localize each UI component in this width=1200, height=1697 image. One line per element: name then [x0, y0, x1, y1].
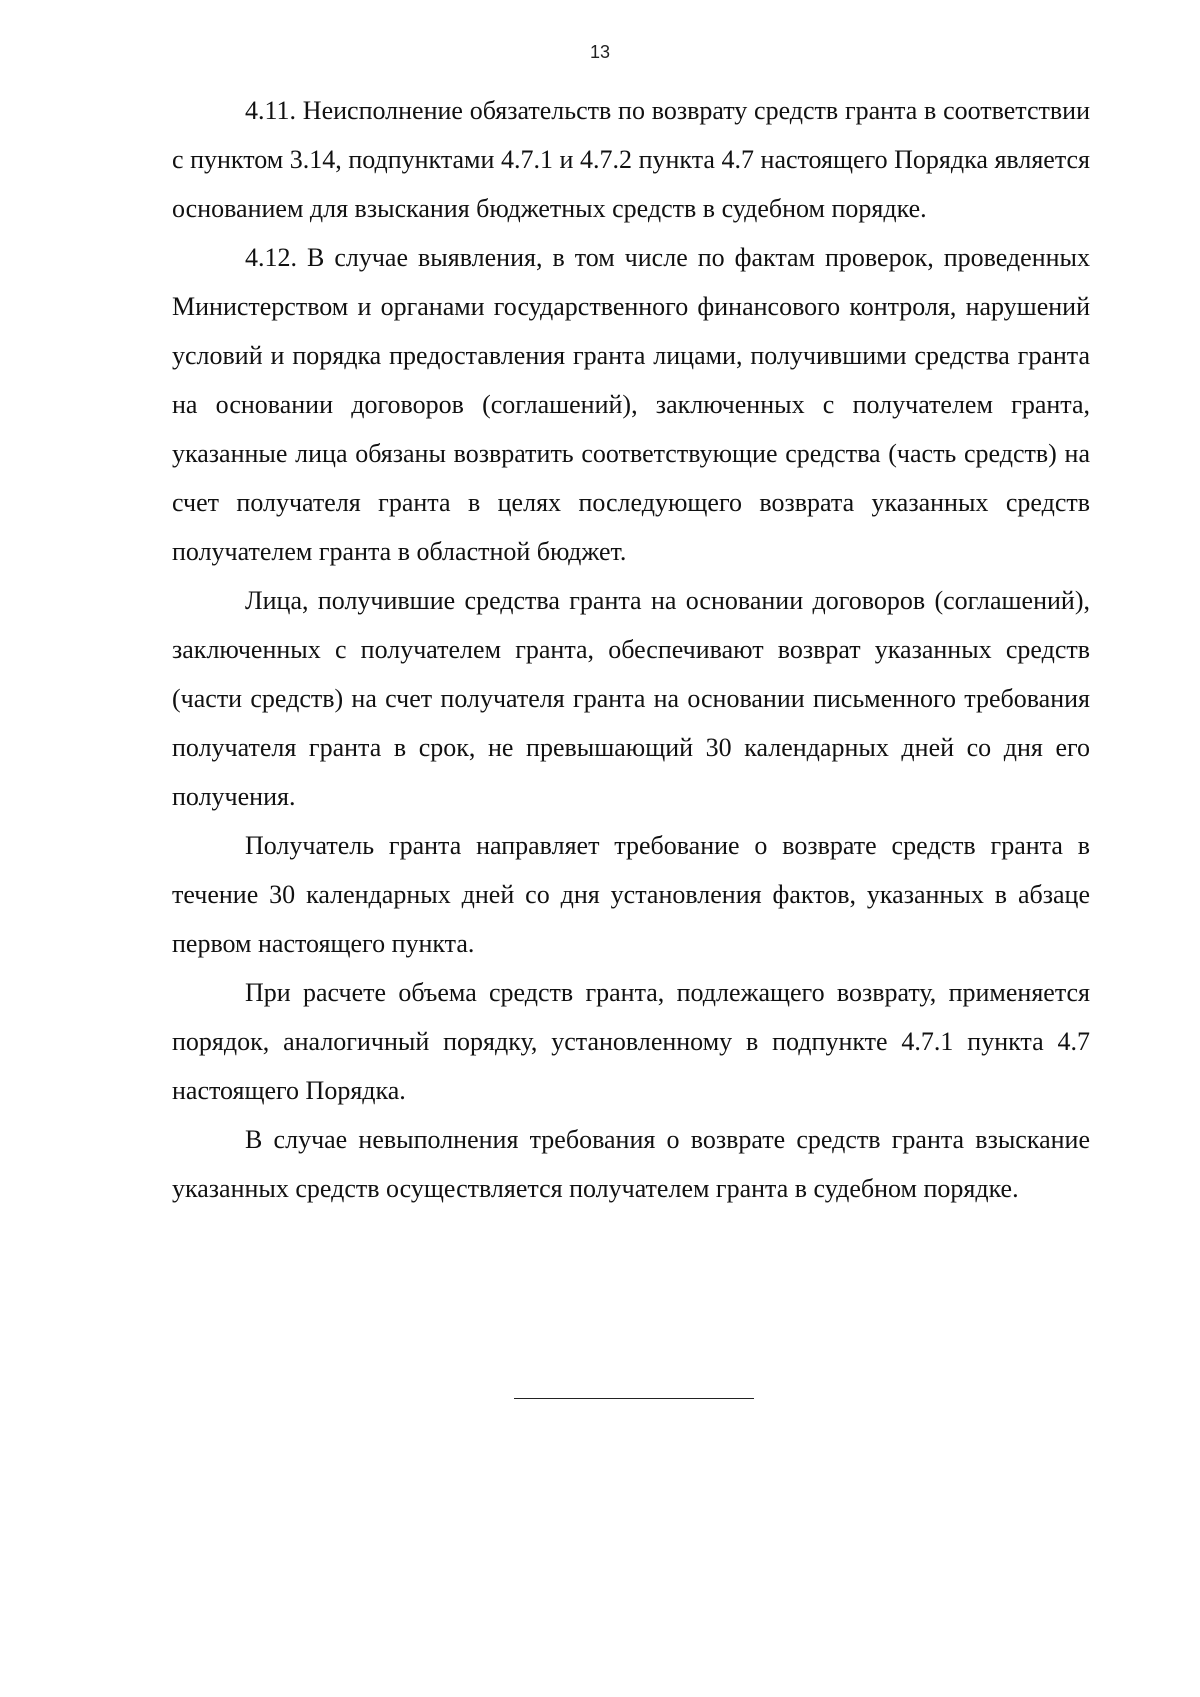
page-number: 13 [589, 42, 611, 62]
paragraph-4-12: 4.12. В случае выявления, в том числе по фактам проверок, проведенных Министерством и органами государственного финансового контроля, нарушений условий и порядка предоставления гранта лицами, получившими средства гранта на основании договоров (соглашений), заключенных с получателем гранта, указанные лица обязаны возвратить соответствующие средства (часть средств) на счет получателя гранта в целях последующего возврата указанных средств получателем гранта в областной бюджет. [172, 243, 1090, 566]
document-body [172, 86, 1090, 1213]
end-separator-line [514, 1398, 754, 1399]
paragraph-4-11: 4.11. Неисполнение обязательств по возврату средств гранта в соответствии с пунктом 3.14, подпунктами 4.7.1 и 4.7.2 пункта 4.7 настоящего Порядка является основанием для взыскания бюджетных средств в судебном порядке. [172, 96, 1090, 223]
paragraph-calculation-method: При расчете объема средств гранта, подлежащего возврату, применяется порядок, аналогичный порядку, установленному в подпункте 4.7.1 пункта 4.7 настоящего Порядка. [172, 978, 1090, 1105]
paragraph-return-obligation: Лица, получившие средства гранта на основании договоров (соглашений), заключенных с получателем гранта, обеспечивают возврат указанных средств (части средств) на счет получателя гранта на основании письменного требования получателя гранта в срок, не превышающий 30 календарных дней со дня его получения. [172, 586, 1090, 811]
paragraph-judicial-recovery: В случае невыполнения требования о возврате средств гранта взыскание указанных средств осуществляется получателем гранта в судебном порядке. [172, 1125, 1090, 1203]
paragraph-demand-deadline: Получатель гранта направляет требование о возврате средств гранта в течение 30 календарных дней со дня установления фактов, указанных в абзаце первом настоящего пункта. [172, 831, 1090, 958]
